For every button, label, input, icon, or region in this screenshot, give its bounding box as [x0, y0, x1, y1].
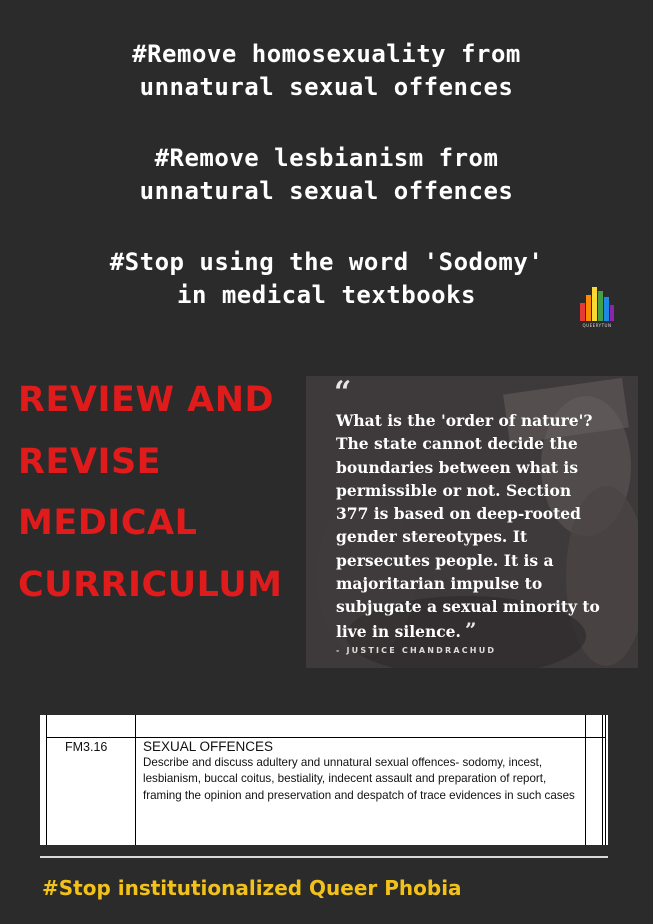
headline-line: REVISE: [18, 441, 162, 482]
hashtag-line: unnatural sexual offences: [139, 73, 514, 101]
competency-description: Describe and discuss adultery and unnatural sexual offences- sodomy, incest, lesbianism, buccal coitus, bestiality, indecent assault and preparation of report, framing the opinion and preservation and despatch of trace evidences in such cases: [143, 756, 575, 802]
hashtag-list: [0, 38, 653, 312]
quote-text: [336, 409, 606, 643]
table-divider: [585, 715, 586, 845]
logo-label: QUEERYTUN: [582, 323, 612, 328]
hashtag-line: #Stop using the word 'Sodomy': [109, 248, 544, 276]
hashtag-line: in medical textbooks: [177, 281, 476, 309]
headline: [18, 370, 308, 616]
curriculum-excerpt: [40, 715, 608, 845]
close-quote-icon: ”: [464, 617, 477, 642]
hashtag-remove-lesbianism: [0, 142, 653, 208]
hashtag-line: #Remove homosexuality from: [132, 40, 521, 68]
table-divider: [47, 737, 605, 738]
quote-body: What is the 'order of nature'? The state cannot decide the boundaries between what is permissible or not. Section 377 is based on deep-rooted gender stereotypes. It persecutes people. It is a majoritarian impulse to subjugate a sexual minority to live in silence.: [336, 411, 600, 641]
hashtag-stop-sodomy-word: [0, 246, 653, 312]
open-quote-icon: “: [334, 376, 352, 410]
queerythun-logo: [578, 283, 616, 331]
table-divider: [135, 715, 136, 845]
competency-code: FM3.16: [65, 740, 108, 754]
curriculum-table: [46, 715, 606, 845]
competency-title: SEXUAL OFFENCES: [143, 739, 274, 754]
quote-card: [306, 376, 638, 668]
hashtag-remove-homosexuality: [0, 38, 653, 104]
headline-line: CURRICULUM: [18, 564, 283, 605]
hashtag-line: #Remove lesbianism from: [154, 144, 499, 172]
hashtag-line: unnatural sexual offences: [139, 177, 514, 205]
divider: [40, 856, 608, 858]
headline-line: REVIEW AND: [18, 380, 275, 420]
quote-attribution: - JUSTICE CHANDRACHUD: [336, 646, 497, 655]
headline-line: MEDICAL: [18, 503, 198, 543]
footer-hashtag: #Stop institutionalized Queer Phobia: [42, 876, 462, 900]
table-divider: [602, 715, 603, 845]
